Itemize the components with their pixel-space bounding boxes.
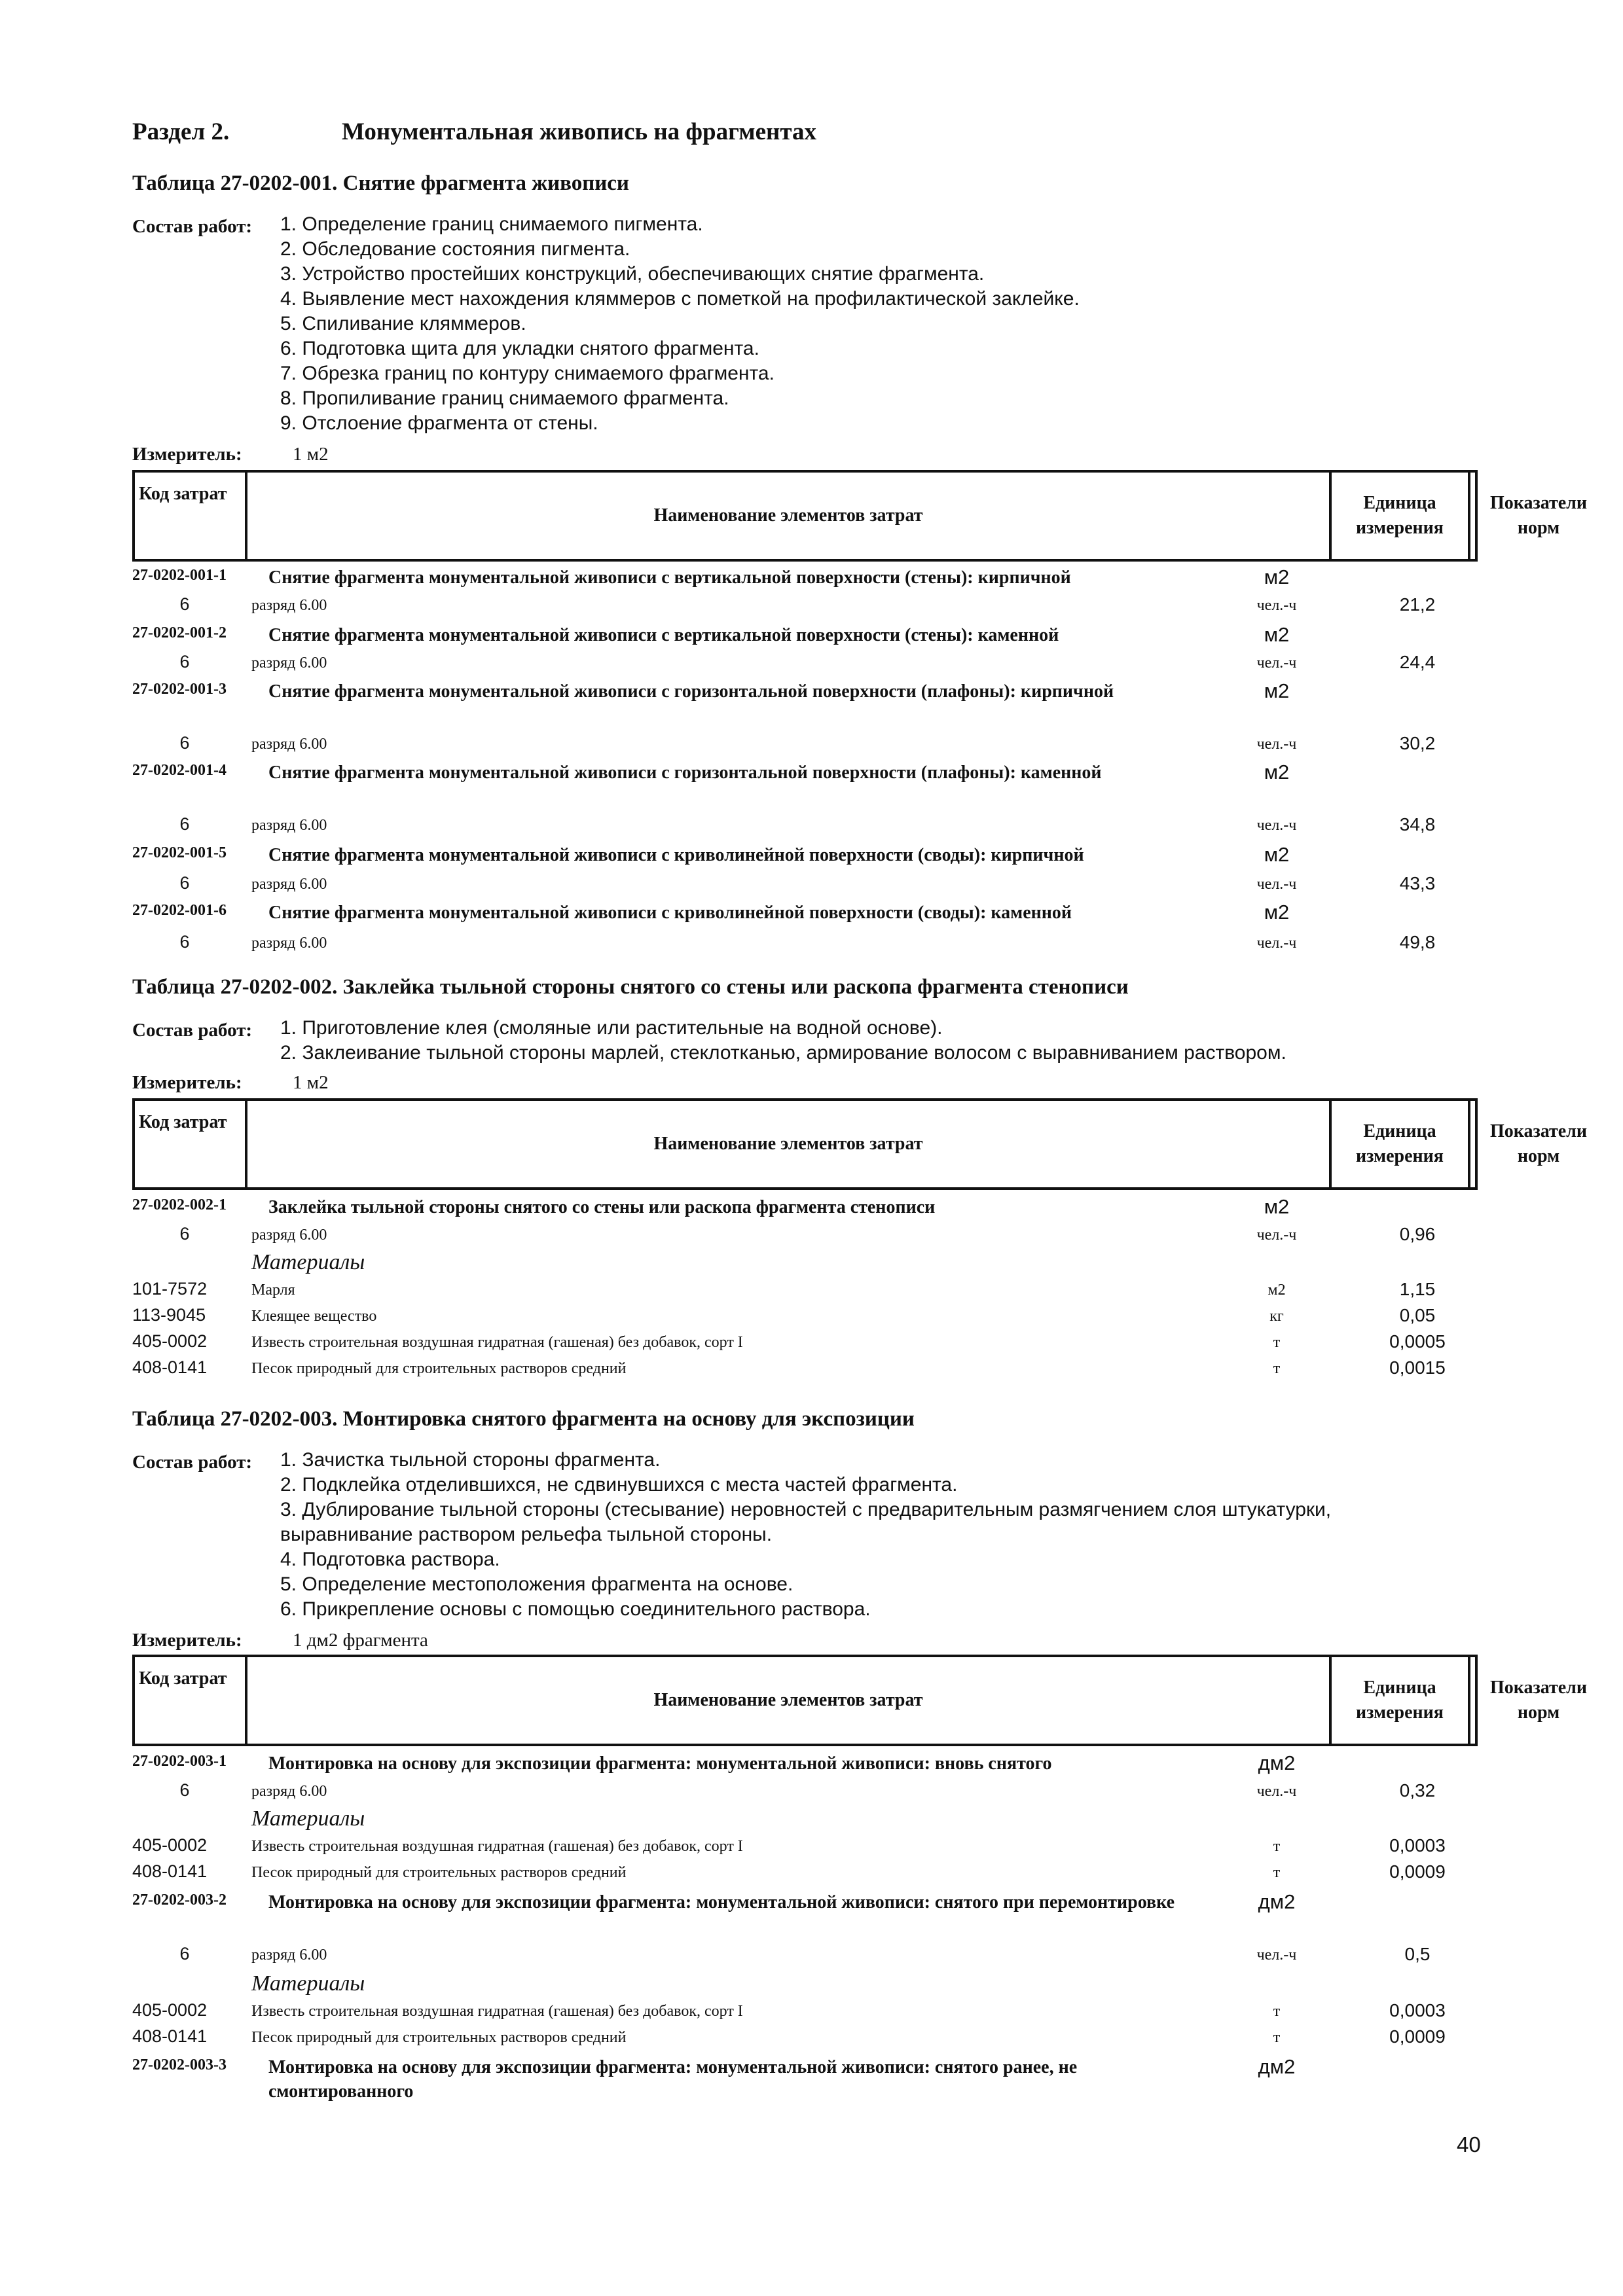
material-value: 0,0009 <box>1389 1861 1446 1882</box>
table-row-unit: м2 <box>1264 901 1290 924</box>
table-row-code: 27-0202-001-3 <box>132 681 227 698</box>
material-code: 408-0141 <box>132 1357 208 1377</box>
material-unit: т <box>1273 1334 1281 1351</box>
rank-code: 6 <box>179 652 190 672</box>
work-item: 4. Выявление мест нахождения кляммеров с пометкой на профилактической заклейке. <box>280 288 1080 310</box>
material-code: 405-0002 <box>132 1835 208 1855</box>
header-unit: Единица измерения <box>1356 1677 1444 1723</box>
norm-value: 21,2 <box>1399 594 1436 615</box>
table-row-code: 27-0202-001-2 <box>132 624 227 641</box>
table-row-name: Монтировка на основу для экспозиции фрагмента: монументальной живописи: снятого при перемонтировке <box>268 1892 1175 1912</box>
norm-value: 0,5 <box>1404 1944 1431 1964</box>
labor-unit: чел.-ч <box>1256 1227 1297 1244</box>
material-name: Песок природный для строительных растворов средний <box>251 2029 627 2046</box>
norm-value: 43,3 <box>1399 873 1436 893</box>
material-value: 1,15 <box>1399 1279 1436 1299</box>
rank-code: 6 <box>179 1944 190 1964</box>
meter-label: Измеритель: <box>132 444 242 465</box>
table-row-name: Монтировка на основу для экспозиции фрагмента: монументальной живописи: снятого ранее, не смонтированного <box>268 2057 1078 2102</box>
work-item: 3. Дублирование тыльной стороны (стесывание) неровностей с предварительным размягчением слоя штукатурки, <box>280 1499 1332 1520</box>
work-item: выравнивание раствором рельефа тыльной стороны. <box>280 1524 773 1545</box>
work-item: 8. Пропиливание границ снимаемого фрагмента. <box>280 387 729 409</box>
header-unit: Единица измерения <box>1356 1121 1444 1166</box>
composition-label: Состав работ: <box>132 1020 253 1041</box>
section-title: Монументальная живопись на фрагментах <box>342 118 816 145</box>
material-code: 405-0002 <box>132 2000 208 2020</box>
table-row-code: 27-0202-001-6 <box>132 902 227 919</box>
material-name: Песок природный для строительных растворов средний <box>251 1864 627 1881</box>
norm-value: 24,4 <box>1399 652 1436 672</box>
meter-label: Измеритель: <box>132 1072 242 1093</box>
material-unit: м2 <box>1267 1282 1286 1299</box>
labor-unit: чел.-ч <box>1256 935 1297 952</box>
labor-unit: чел.-ч <box>1256 1946 1297 1964</box>
table-3-header <box>132 1655 1588 1746</box>
work-item: 5. Определение местоположения фрагмента на основе. <box>280 1573 793 1595</box>
work-item: 9. Отслоение фрагмента от стены. <box>280 412 598 434</box>
table-row-name: Снятие фрагмента монументальной живописи с криволинейной поверхности (своды): каменной <box>268 903 1072 923</box>
labor-unit: чел.-ч <box>1256 876 1297 893</box>
meter-value: 1 дм2 фрагмента <box>293 1630 428 1651</box>
material-value: 0,0015 <box>1389 1357 1446 1378</box>
work-item: 5. Спиливание кляммеров. <box>280 313 526 334</box>
labor-unit: чел.-ч <box>1256 817 1297 834</box>
table-row-name: Снятие фрагмента монументальной живописи с горизонтальной поверхности (плафоны): кирпичной <box>268 681 1114 702</box>
rank-label: разряд 6.00 <box>251 876 327 893</box>
header-name: Наименование элементов затрат <box>653 1690 923 1710</box>
table-row-unit: м2 <box>1264 623 1290 646</box>
work-item: 7. Обрезка границ по контуру снимаемого фрагмента. <box>280 363 775 384</box>
header-name: Наименование элементов затрат <box>653 1134 923 1154</box>
rank-code: 6 <box>179 873 190 893</box>
table-row-code: 27-0202-003-1 <box>132 1753 227 1770</box>
table-row-code: 27-0202-003-2 <box>132 1892 227 1909</box>
table-row-unit: м2 <box>1264 1195 1290 1218</box>
table-row-name: Монтировка на основу для экспозиции фрагмента: монументальной живописи: вновь снятого <box>268 1753 1052 1774</box>
rank-code: 6 <box>179 1224 190 1244</box>
material-unit: кг <box>1269 1308 1284 1325</box>
rank-label: разряд 6.00 <box>251 1783 327 1800</box>
material-unit: т <box>1273 2029 1281 2046</box>
material-unit: т <box>1273 2003 1281 2020</box>
meter-value: 1 м2 <box>293 444 329 465</box>
table-1-header <box>132 470 1588 562</box>
material-unit: т <box>1273 1864 1281 1881</box>
work-item: 2. Заклеивание тыльной стороны марлей, стеклотканью, армирование волосом с выравниванием раствором. <box>280 1042 1286 1064</box>
labor-unit: чел.-ч <box>1256 1783 1297 1800</box>
material-name: Песок природный для строительных растворов средний <box>251 1360 627 1377</box>
table-row-unit: м2 <box>1264 565 1290 588</box>
rank-label: разряд 6.00 <box>251 817 327 834</box>
table-1-title: Таблица 27-0202-001. Снятие фрагмента живописи <box>132 171 629 195</box>
header-norm: Показатели норм <box>1489 1677 1588 1723</box>
work-item: 3. Устройство простейших конструкций, обеспечивающих снятие фрагмента. <box>280 263 985 285</box>
rank-code: 6 <box>179 814 190 834</box>
rank-label: разряд 6.00 <box>251 1946 327 1964</box>
rank-label: разряд 6.00 <box>251 1227 327 1244</box>
labor-unit: чел.-ч <box>1256 655 1297 672</box>
table-row-unit: дм2 <box>1258 1890 1296 1913</box>
materials-heading: Материалы <box>251 1971 365 1996</box>
material-unit: т <box>1273 1838 1281 1855</box>
header-norm: Показатели норм <box>1489 1121 1588 1166</box>
rank-code: 6 <box>179 932 190 952</box>
table-row-code: 27-0202-001-5 <box>132 844 227 861</box>
table-2-header <box>132 1098 1588 1190</box>
page-number: 40 <box>1457 2132 1481 2157</box>
header-name: Наименование элементов затрат <box>653 505 923 526</box>
rank-label: разряд 6.00 <box>251 597 327 614</box>
section-label: Раздел 2. <box>132 118 230 145</box>
header-code: Код затрат <box>139 1112 227 1132</box>
material-name: Клеящее вещество <box>251 1308 377 1325</box>
material-code: 405-0002 <box>132 1331 208 1351</box>
table-row-name: Заклейка тыльной стороны снятого со стены или раскопа фрагмента стенописи <box>268 1197 936 1217</box>
rank-code: 6 <box>179 594 190 614</box>
meter-label: Измеритель: <box>132 1630 242 1651</box>
material-name: Известь строительная воздушная гидратная (гашеная) без добавок, сорт I <box>251 2003 743 2020</box>
material-code: 113-9045 <box>132 1305 206 1325</box>
rank-label: разряд 6.00 <box>251 736 327 753</box>
work-item: 6. Прикрепление основы с помощью соединительного раствора. <box>280 1598 871 1620</box>
norm-value: 34,8 <box>1399 814 1436 834</box>
rank-label: разряд 6.00 <box>251 655 327 672</box>
work-item: 1. Определение границ снимаемого пигмента. <box>280 213 703 235</box>
material-value: 0,05 <box>1399 1305 1436 1325</box>
table-row-unit: дм2 <box>1258 2055 1296 2078</box>
meter-value: 1 м2 <box>293 1072 329 1093</box>
table-row-code: 27-0202-002-1 <box>132 1196 227 1213</box>
table-row-name: Снятие фрагмента монументальной живописи с криволинейной поверхности (своды): кирпичной <box>268 845 1084 865</box>
material-name: Известь строительная воздушная гидратная (гашеная) без добавок, сорт I <box>251 1838 743 1855</box>
table-row-code: 27-0202-003-3 <box>132 2056 227 2073</box>
table-row-code: 27-0202-001-1 <box>132 567 227 584</box>
labor-unit: чел.-ч <box>1256 597 1297 614</box>
table-2-title: Таблица 27-0202-002. Заклейка тыльной стороны снятого со стены или раскопа фрагмента стенописи <box>132 975 1129 999</box>
composition-label: Состав работ: <box>132 1452 253 1473</box>
materials-heading: Материалы <box>251 1806 365 1831</box>
header-code: Код затрат <box>139 1668 227 1689</box>
table-row-unit: м2 <box>1264 843 1290 866</box>
work-item: 1. Приготовление клея (смоляные или растительные на водной основе). <box>280 1017 943 1039</box>
norm-value: 30,2 <box>1399 733 1436 753</box>
rank-label: разряд 6.00 <box>251 935 327 952</box>
table-row-unit: дм2 <box>1258 1751 1296 1774</box>
work-item: 2. Подклейка отделившихся, не сдвинувшихся с места частей фрагмента. <box>280 1474 958 1496</box>
material-value: 0,0005 <box>1389 1331 1446 1352</box>
table-row-name: Снятие фрагмента монументальной живописи с вертикальной поверхности (стены): кирпичной <box>268 567 1071 588</box>
material-code: 408-0141 <box>132 1861 208 1881</box>
material-name: Марля <box>251 1282 295 1299</box>
work-item: 4. Подготовка раствора. <box>280 1549 500 1570</box>
work-item: 2. Обследование состояния пигмента. <box>280 238 630 260</box>
header-norm: Показатели норм <box>1489 493 1588 538</box>
material-name: Известь строительная воздушная гидратная (гашеная) без добавок, сорт I <box>251 1334 743 1351</box>
materials-heading: Материалы <box>251 1250 365 1274</box>
table-row-name: Снятие фрагмента монументальной живописи с вертикальной поверхности (стены): каменной <box>268 625 1059 645</box>
rank-code: 6 <box>179 1780 190 1800</box>
header-code: Код затрат <box>139 484 227 504</box>
table-row-unit: м2 <box>1264 761 1290 783</box>
work-item: 6. Подготовка щита для укладки снятого фрагмента. <box>280 338 759 359</box>
norm-value: 49,8 <box>1399 932 1436 952</box>
material-value: 0,0009 <box>1389 2026 1446 2047</box>
rank-code: 6 <box>179 733 190 753</box>
table-3-title: Таблица 27-0202-003. Монтировка снятого фрагмента на основу для экспозиции <box>132 1407 915 1431</box>
table-row-name: Снятие фрагмента монументальной живописи с горизонтальной поверхности (плафоны): каменной <box>268 762 1102 783</box>
material-unit: т <box>1273 1360 1281 1377</box>
material-code: 101-7572 <box>132 1279 208 1299</box>
table-row-code: 27-0202-001-4 <box>132 762 227 779</box>
norm-value: 0,32 <box>1399 1780 1436 1801</box>
labor-unit: чел.-ч <box>1256 736 1297 753</box>
material-value: 0,0003 <box>1389 1835 1446 1856</box>
material-code: 408-0141 <box>132 2026 208 2046</box>
work-item: 1. Зачистка тыльной стороны фрагмента. <box>280 1449 661 1471</box>
header-unit: Единица измерения <box>1356 493 1444 538</box>
composition-label: Состав работ: <box>132 216 253 237</box>
norm-value: 0,96 <box>1399 1224 1436 1244</box>
material-value: 0,0003 <box>1389 2000 1446 2020</box>
table-row-unit: м2 <box>1264 679 1290 702</box>
